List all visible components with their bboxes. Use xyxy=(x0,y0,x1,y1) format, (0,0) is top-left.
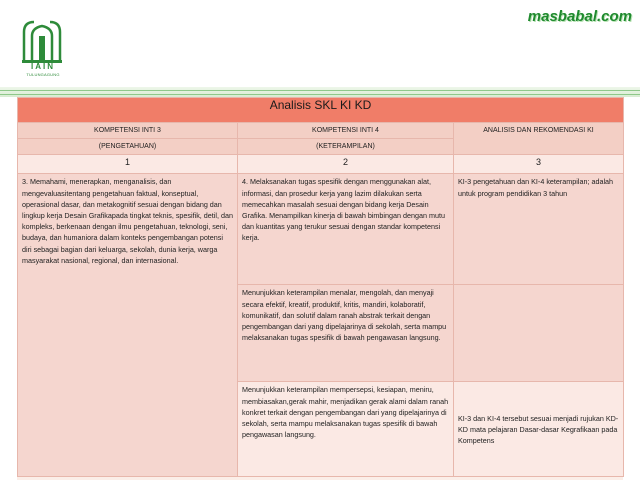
header-analysis: ANALISIS DAN REKOMENDASI KI xyxy=(454,123,624,155)
top-band xyxy=(0,87,640,97)
header-ki4: KOMPETENSI INTI 4 xyxy=(238,123,454,139)
side-margin-left xyxy=(0,97,17,480)
ki4-abstract-skill: Menunjukkan keterampilan menalar, mengolah, dan menyaji secara efektif, kreatif, produktif, kritis, mandiri, kolaboratif, komunikatif, dan solutif dalam ranah abstrak terkait dengan pengembangan dari yang dipelajarinya di sekolah, serta mampu melaksanakan tugas spesifik di bawah pengawasan langsung. xyxy=(238,285,454,382)
column-number: 3 xyxy=(454,155,624,174)
side-margin-right xyxy=(623,97,640,480)
analysis-cell: KI-3 dan KI-4 tersebut sesuai menjadi rujukan KD-KD mata pelajaran Dasar-dasar Kegrafikaan pada Kompetens xyxy=(454,382,624,477)
column-number: 1 xyxy=(18,155,238,174)
band-line xyxy=(0,94,640,95)
watermark: masbabal.com xyxy=(527,8,632,25)
analysis-cell xyxy=(454,285,624,382)
analysis-table xyxy=(17,97,624,477)
ki4-description: 4. Melaksanakan tugas spesifik dengan menggunakan alat, informasi, dan prosedur kerja yang lazim dilakukan serta memecahkan masalah sesuai dengan bidang kerja Desain Grafika. Menampilkan kinerja di bawah bimbingan dengan mutu dan kuantitas yang terukur sesuai dengan standar kompetensi kerja. xyxy=(238,174,454,285)
logo-name: IAIN xyxy=(31,62,55,71)
header-keterampilan: (KETERAMPILAN) xyxy=(238,139,454,155)
logo-subtitle: TULUNGAGUNG xyxy=(26,72,60,77)
ki4-concrete-skill: Menunjukkan keterampilan mempersepsi, kesiapan, meniru, membiasakan,gerak mahir, menjadikan gerak alami dalam ranah konkret terkait dengan pengembangan dari yang dipelajarinya di sekolah, serta mampu melaksanakan tugas spesifik di bawah pengawasan langsung. xyxy=(238,382,454,477)
ki3-description: 3. Memahami, menerapkan, menganalisis, dan mengevaluasitentang pengetahuan faktual, konseptual, operasional dasar, dan metakognitif sesuai dengan bidang dan lingkup kerja Desain Grafikapada tingkat teknis, spesifik, detil, dan kompleks, berkenaan dengan ilmu pengetahuan, teknologi, seni, budaya, dan humaniora dalam konteks pengembangan potensi diri sebagai bagian dari keluarga, sekolah, dunia kerja, warga masyarakat nasional, regional, dan internasional. xyxy=(18,174,238,477)
header-ki3: KOMPETENSI INTI 3 xyxy=(18,123,238,139)
band-line xyxy=(0,90,640,91)
header-pengetahuan: (PENGETAHUAN) xyxy=(18,139,238,155)
table-title: Analisis SKL KI KD xyxy=(18,98,624,123)
column-number: 2 xyxy=(238,155,454,174)
analysis-cell: KI-3 pengetahuan dan KI-4 keterampilan; adalah untuk program pendidikan 3 tahun xyxy=(454,174,624,285)
table-row xyxy=(18,174,624,285)
